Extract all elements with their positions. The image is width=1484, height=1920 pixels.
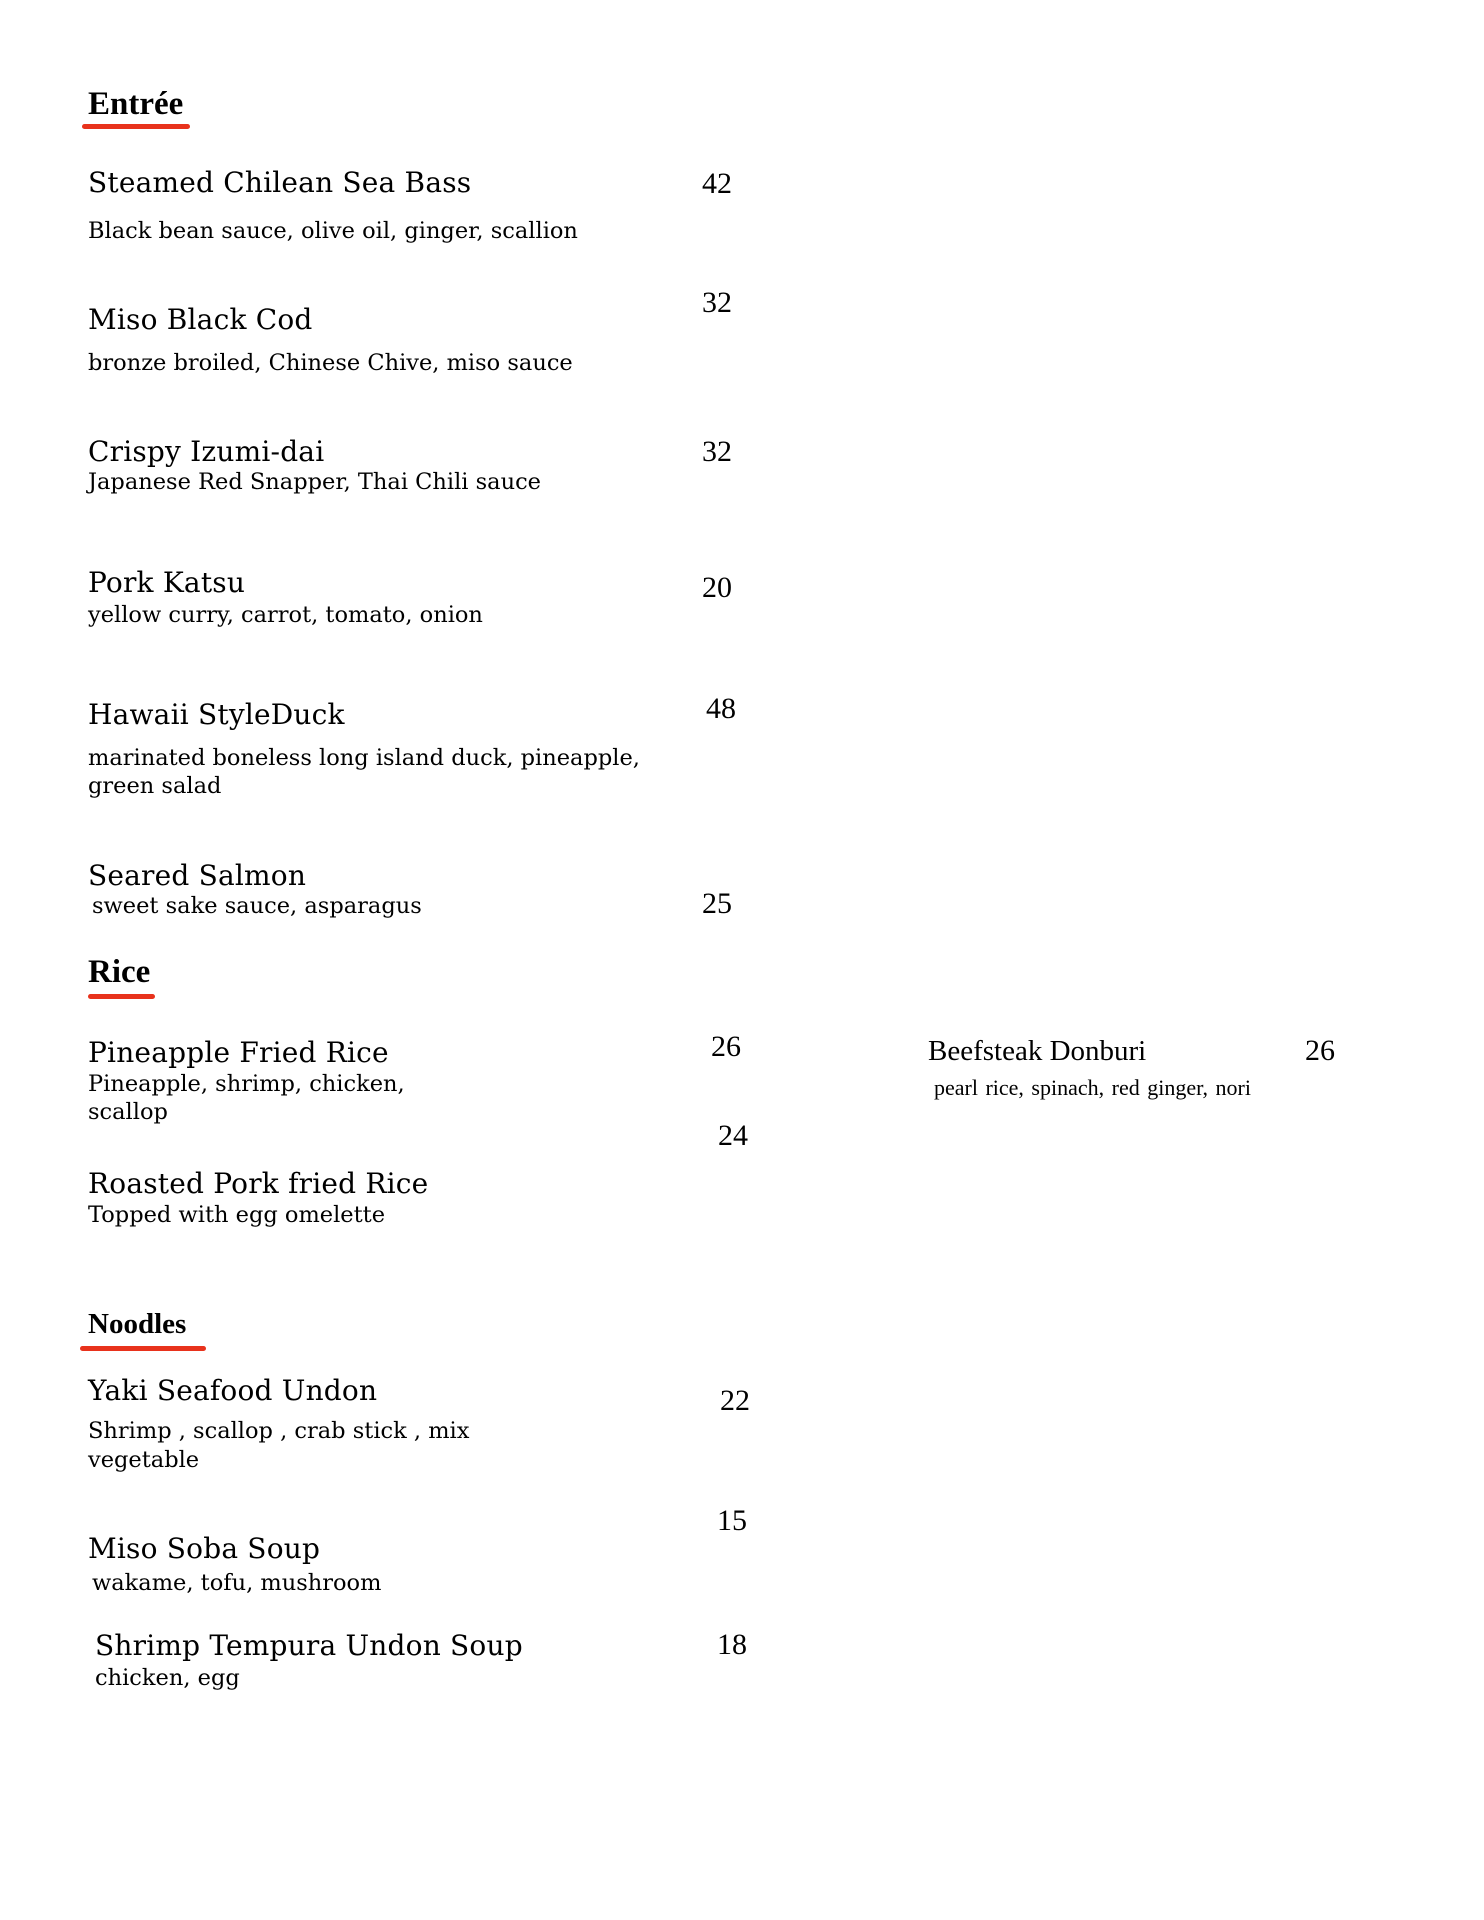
menu-item-price: 24 [718, 1119, 748, 1152]
menu-item-name: Miso Black Cod [88, 303, 313, 336]
menu-item-name: Yaki Seafood Undon [88, 1374, 378, 1407]
menu-item-price: 42 [702, 167, 732, 200]
menu-item-description: pearl rice, spinach, red ginger, nori [934, 1075, 1251, 1100]
menu-item-name: Steamed Chilean Sea Bass [88, 166, 472, 199]
menu-item-price: 32 [702, 286, 732, 319]
section-heading-entree: Entrée [88, 86, 184, 122]
menu-item-description: sweet sake sauce, asparagus [92, 893, 422, 919]
menu-item-description: bronze broiled, Chinese Chive, miso sauce [88, 350, 573, 376]
menu-item-description: green salad [88, 773, 222, 799]
section-heading-noodles: Noodles [88, 1308, 187, 1340]
menu-item-description: wakame, tofu, mushroom [92, 1570, 382, 1596]
menu-item-name: Miso Soba Soup [88, 1532, 321, 1565]
menu-item-price: 25 [702, 887, 732, 920]
menu-item-price: 22 [720, 1384, 750, 1417]
menu-item-description: Japanese Red Snapper, Thai Chili sauce [88, 469, 541, 495]
heading-underline-entree [82, 124, 190, 129]
menu-item-name: Beefsteak Donburi [928, 1035, 1147, 1067]
menu-item-description: Black bean sauce, olive oil, ginger, scallion [88, 218, 578, 244]
menu-item-price: 48 [706, 692, 736, 725]
menu-item-description: scallop [88, 1099, 168, 1125]
menu-item-price: 18 [717, 1628, 747, 1661]
menu-item-name: Seared Salmon [88, 859, 307, 892]
heading-underline-rice [88, 994, 155, 999]
menu-item-description: vegetable [88, 1447, 200, 1473]
menu-item-name: Pork Katsu [88, 566, 246, 599]
menu-item-price: 26 [1305, 1034, 1335, 1067]
section-heading-rice: Rice [88, 954, 151, 990]
menu-item-description: Shrimp , scallop , crab stick , mix [88, 1418, 470, 1444]
menu-item-name: Pineapple Fried Rice [88, 1036, 389, 1069]
menu-item-price: 26 [711, 1030, 741, 1063]
menu-item-name: Crispy Izumi-dai [88, 435, 325, 468]
menu-item-name: Shrimp Tempura Undon Soup [95, 1629, 523, 1662]
menu-item-description: Pineapple, shrimp, chicken, [88, 1071, 405, 1097]
menu-item-price: 32 [702, 435, 732, 468]
menu-item-price: 20 [702, 571, 732, 604]
menu-item-description: marinated boneless long island duck, pineapple, [88, 745, 640, 771]
menu-item-name: Hawaii StyleDuck [88, 698, 345, 731]
menu-item-description: Topped with egg omelette [88, 1202, 386, 1228]
heading-underline-noodles [80, 1346, 206, 1351]
menu-item-price: 15 [717, 1504, 747, 1537]
menu-item-description: chicken, egg [95, 1665, 240, 1691]
menu-item-name: Roasted Pork fried Rice [88, 1167, 429, 1200]
menu-item-description: yellow curry, carrot, tomato, onion [88, 602, 483, 628]
